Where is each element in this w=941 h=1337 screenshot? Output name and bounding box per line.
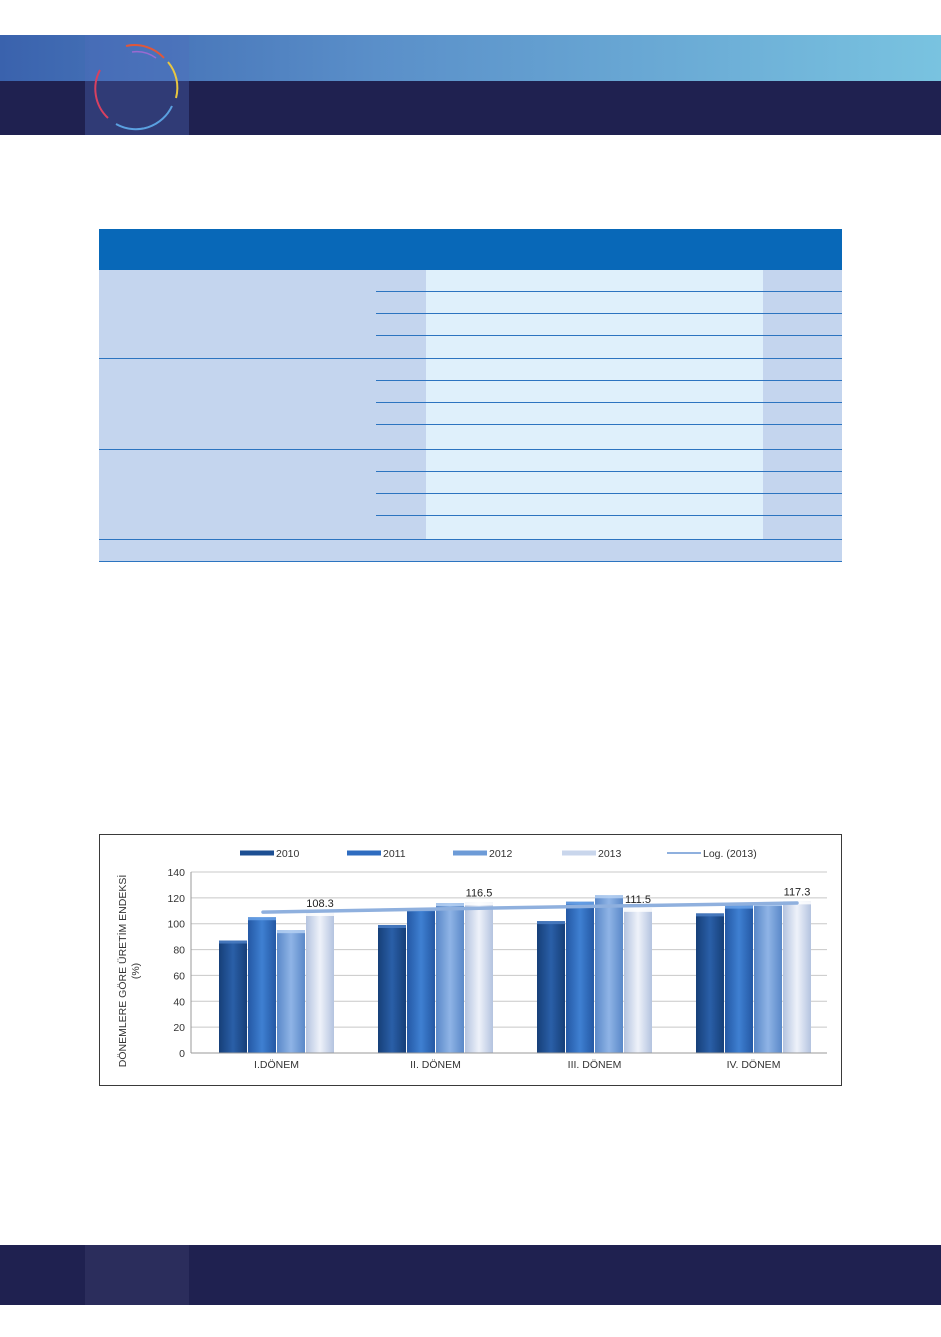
bar-2013-1	[306, 913, 334, 1053]
bar-2013-2	[465, 902, 493, 1053]
table-row	[376, 336, 842, 358]
bar-2011-4	[725, 906, 753, 1053]
table-group-1	[99, 270, 842, 359]
bar-2010-2	[378, 925, 406, 1053]
table-row	[376, 292, 842, 314]
table-row	[376, 359, 842, 381]
legend-label: 2012	[489, 848, 513, 860]
data-table	[99, 229, 842, 562]
table-row	[376, 403, 842, 425]
table-row	[376, 425, 842, 449]
x-tick-label: II. DÖNEM	[410, 1059, 461, 1071]
table-row	[376, 450, 842, 472]
bar-2013-4	[783, 901, 811, 1053]
y-tick-label: 60	[173, 970, 185, 983]
bar-2010-4	[696, 913, 724, 1053]
y-axis-unit: (%)	[130, 962, 142, 980]
data-label: 108.3	[306, 897, 334, 910]
bar-chart	[100, 835, 841, 1085]
legend-swatch	[240, 851, 274, 856]
data-label: 111.5	[625, 893, 651, 906]
table-row	[376, 314, 842, 336]
bar-2011-3	[566, 902, 594, 1053]
y-tick-label: 100	[167, 918, 185, 931]
bar-top-highlight	[537, 921, 565, 924]
bar-2010-3	[537, 921, 565, 1053]
bar-top-highlight	[624, 909, 652, 912]
bar-top-highlight	[725, 906, 753, 909]
data-label: 117.3	[783, 886, 811, 899]
table-row	[376, 516, 842, 539]
bar-top-highlight	[306, 913, 334, 916]
table-row	[376, 472, 842, 494]
legend-swatch	[347, 851, 381, 856]
bar-2011-1	[248, 917, 276, 1053]
y-axis-title: DÖNEMLERE GÖRE ÜRETİM ENDEKSİ	[117, 874, 129, 1068]
table-group-label-cell	[99, 450, 376, 539]
table-group-2	[99, 359, 842, 450]
bar-top-highlight	[219, 941, 247, 944]
legend-swatch	[562, 851, 596, 856]
table-group-label-cell	[99, 359, 376, 449]
bar-top-highlight	[248, 917, 276, 920]
x-tick-label: IV. DÖNEM	[726, 1059, 781, 1071]
table-group-3	[99, 450, 842, 540]
bar-2013-3	[624, 909, 652, 1053]
bar-top-highlight	[277, 930, 305, 933]
bar-2012-2	[436, 903, 464, 1053]
legend-label: Log. (2013)	[703, 848, 757, 860]
bar-2012-3	[595, 895, 623, 1053]
legend-swatch	[453, 851, 487, 856]
y-tick-label: 140	[167, 867, 185, 879]
y-tick-label: 40	[173, 996, 185, 1009]
bar-2011-2	[407, 908, 435, 1053]
bar-top-highlight	[436, 903, 464, 906]
legend-swatch	[667, 852, 701, 854]
y-tick-label: 80	[173, 944, 185, 957]
bar-2010-1	[219, 941, 247, 1053]
bar-2012-4	[754, 903, 782, 1053]
trendline	[263, 903, 797, 912]
x-tick-label: III. DÖNEM	[567, 1059, 622, 1071]
chart-frame	[99, 834, 842, 1086]
bar-2012-1	[277, 930, 305, 1053]
bar-top-highlight	[378, 925, 406, 928]
legend-label: 2010	[276, 848, 300, 860]
y-tick-label: 120	[167, 892, 185, 905]
y-tick-label: 20	[173, 1022, 185, 1035]
bar-top-highlight	[696, 913, 724, 916]
legend-label: 2011	[383, 848, 406, 860]
x-tick-label: I.DÖNEM	[254, 1059, 299, 1071]
footer-tile	[85, 1245, 189, 1305]
table-row	[376, 270, 842, 292]
table-group-label-cell	[99, 270, 376, 358]
y-tick-label: 0	[179, 1048, 185, 1060]
table-total-row	[99, 540, 842, 562]
table-row	[376, 381, 842, 403]
circular-arc-logo-icon	[86, 36, 188, 134]
bar-top-highlight	[566, 902, 594, 905]
legend-label: 2013	[598, 848, 622, 860]
bar-top-highlight	[595, 895, 623, 898]
bar-top-highlight	[465, 902, 493, 905]
data-label: 116.5	[465, 887, 493, 900]
table-row	[376, 494, 842, 516]
table-header-row	[99, 229, 842, 270]
